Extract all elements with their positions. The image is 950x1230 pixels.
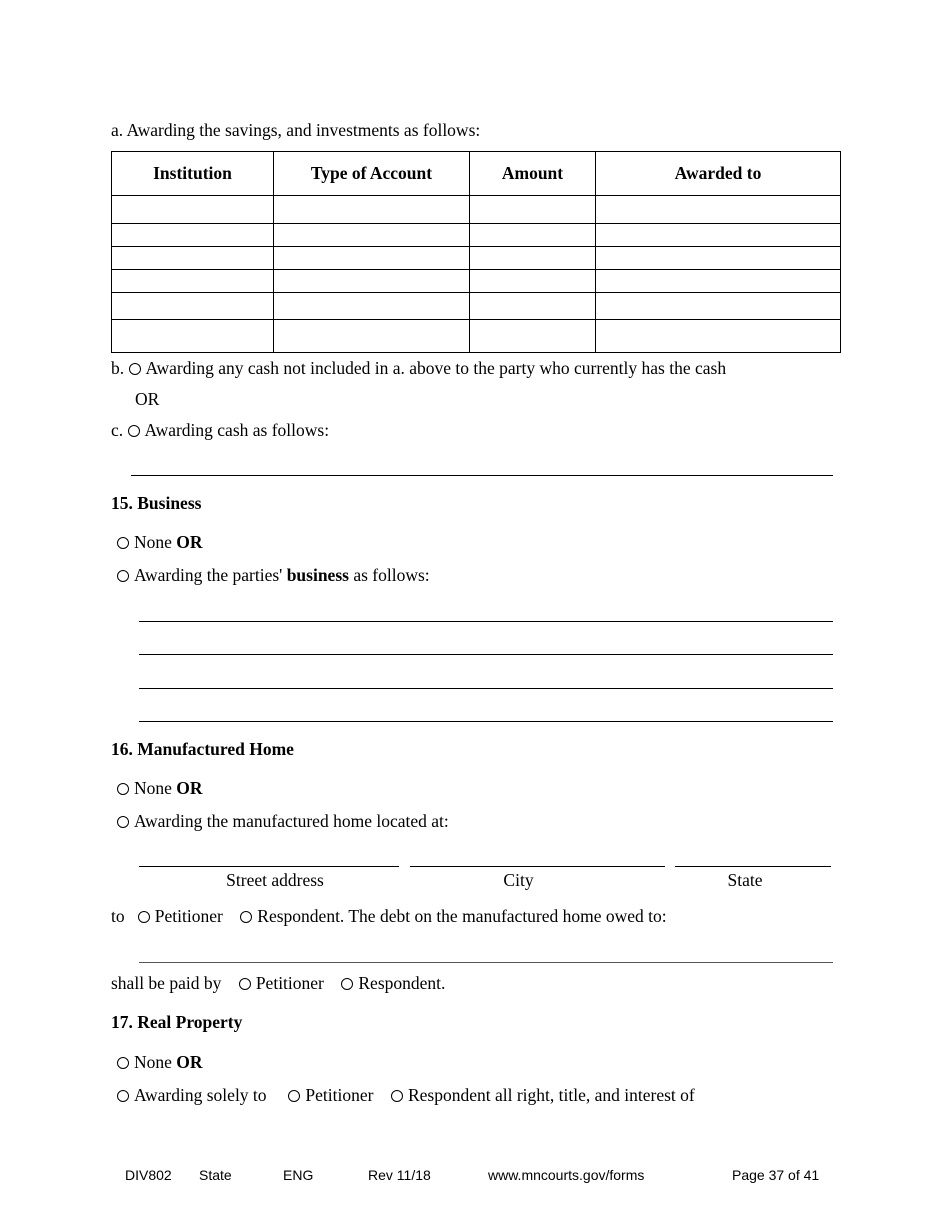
- table-cell-amount[interactable]: [470, 270, 596, 293]
- or-label: OR: [176, 778, 203, 798]
- or-label: OR: [176, 532, 203, 552]
- property-award-radio[interactable]: [117, 1090, 129, 1102]
- column-header-institution: Institution: [112, 152, 274, 196]
- paid-by-label: shall be paid by: [111, 973, 222, 993]
- table-cell-account-type[interactable]: [274, 320, 470, 353]
- manufactured-home-heading: 16. Manufactured Home: [111, 739, 294, 759]
- table-cell-institution[interactable]: [112, 270, 274, 293]
- table-cell-amount[interactable]: [470, 320, 596, 353]
- city-label: City: [503, 870, 534, 890]
- property-respondent-radio[interactable]: [391, 1090, 403, 1102]
- option-b-row: [111, 358, 726, 379]
- table-cell-institution[interactable]: [112, 320, 274, 353]
- street-address-label: Street address: [226, 870, 324, 890]
- business-award-row: [117, 565, 430, 586]
- award-solely-label: Awarding solely to: [134, 1085, 267, 1105]
- none-label: None: [134, 1052, 172, 1072]
- city-line[interactable]: [410, 866, 665, 867]
- table-row: [112, 293, 841, 320]
- creditor-line[interactable]: [139, 962, 833, 963]
- column-header-amount: Amount: [470, 152, 596, 196]
- petitioner-label: Petitioner: [255, 973, 324, 993]
- business-details-line[interactable]: [139, 721, 833, 722]
- real-property-heading: 17. Real Property: [111, 1012, 243, 1032]
- table-cell-account-type[interactable]: [274, 247, 470, 270]
- table-cell-institution[interactable]: [112, 196, 274, 224]
- home-respondent-radio[interactable]: [240, 911, 252, 923]
- table-row: [112, 224, 841, 247]
- table-cell-institution[interactable]: [112, 224, 274, 247]
- home-award-label: Awarding the manufactured home located at:: [134, 811, 449, 831]
- table-cell-awarded-to[interactable]: [596, 196, 841, 224]
- petitioner-label: Petitioner: [305, 1085, 374, 1105]
- paid-by-respondent-radio[interactable]: [341, 978, 353, 990]
- table-cell-awarded-to[interactable]: [596, 320, 841, 353]
- home-none-radio[interactable]: [117, 783, 129, 795]
- property-none-radio[interactable]: [117, 1057, 129, 1069]
- paid-by-petitioner-radio[interactable]: [239, 978, 251, 990]
- none-label: None: [134, 532, 172, 552]
- business-details-line[interactable]: [139, 654, 833, 655]
- option-b-prefix: b.: [111, 358, 125, 378]
- table-row: [112, 196, 841, 224]
- paid-by-row: [111, 973, 445, 994]
- option-c-prefix: c.: [111, 420, 124, 440]
- table-cell-awarded-to[interactable]: [596, 270, 841, 293]
- none-label: None: [134, 778, 172, 798]
- table-cell-amount[interactable]: [470, 293, 596, 320]
- footer-revision: Rev 11/18: [368, 1167, 431, 1183]
- business-none-radio[interactable]: [117, 537, 129, 549]
- table-row: [112, 247, 841, 270]
- home-award-radio[interactable]: [117, 816, 129, 828]
- or-separator: OR: [135, 389, 160, 409]
- state-line[interactable]: [675, 866, 831, 867]
- respondent-rights-label: Respondent all right, title, and interest of: [407, 1085, 695, 1105]
- table-cell-institution[interactable]: [112, 247, 274, 270]
- property-petitioner-radio[interactable]: [288, 1090, 300, 1102]
- business-details-line[interactable]: [139, 621, 833, 622]
- award-suffix: as follows:: [353, 565, 430, 585]
- business-details-line[interactable]: [139, 688, 833, 689]
- footer-url[interactable]: www.mncourts.gov/forms: [488, 1167, 645, 1183]
- option-c-label: Awarding cash as follows:: [144, 420, 330, 440]
- award-prefix: Awarding the parties': [134, 565, 283, 585]
- award-business-bold: business: [286, 565, 349, 585]
- home-to-row: [111, 906, 667, 927]
- table-cell-institution[interactable]: [112, 293, 274, 320]
- cash-current-holder-radio[interactable]: [129, 363, 141, 375]
- footer-jurisdiction: State: [199, 1167, 232, 1183]
- cash-as-follows-radio[interactable]: [128, 425, 140, 437]
- or-label: OR: [176, 1052, 203, 1072]
- home-none-row: [117, 778, 203, 799]
- table-cell-account-type[interactable]: [274, 196, 470, 224]
- petitioner-label: Petitioner: [154, 906, 223, 926]
- footer-form-id: DIV802: [125, 1167, 172, 1183]
- table-cell-amount[interactable]: [470, 247, 596, 270]
- option-c-row: [111, 420, 329, 441]
- table-cell-amount[interactable]: [470, 224, 596, 247]
- business-heading: 15. Business: [111, 493, 202, 513]
- cash-details-line[interactable]: [131, 475, 833, 476]
- table-cell-amount[interactable]: [470, 196, 596, 224]
- footer-language: ENG: [283, 1167, 314, 1183]
- table-cell-account-type[interactable]: [274, 270, 470, 293]
- respondent-label: Respondent.: [358, 973, 446, 993]
- table-cell-awarded-to[interactable]: [596, 224, 841, 247]
- state-label: State: [727, 870, 763, 890]
- table-cell-account-type[interactable]: [274, 293, 470, 320]
- home-award-row: [117, 811, 449, 832]
- property-none-row: [117, 1052, 203, 1073]
- column-header-account-type: Type of Account: [274, 152, 470, 196]
- footer-page-number: Page 37 of 41: [732, 1167, 820, 1183]
- to-label: to: [111, 906, 125, 926]
- business-award-radio[interactable]: [117, 570, 129, 582]
- option-b-label: Awarding any cash not included in a. above to the party who currently has the cash: [145, 358, 727, 378]
- table-cell-awarded-to[interactable]: [596, 247, 841, 270]
- table-cell-account-type[interactable]: [274, 224, 470, 247]
- respondent-debt-label: Respondent. The debt on the manufactured home owed to:: [257, 906, 667, 926]
- savings-table: [111, 151, 841, 353]
- savings-instruction: a. Awarding the savings, and investments as follows:: [111, 120, 481, 140]
- street-address-line[interactable]: [139, 866, 399, 867]
- property-award-row: [117, 1085, 695, 1106]
- table-row: [112, 270, 841, 293]
- table-cell-awarded-to[interactable]: [596, 293, 841, 320]
- home-petitioner-radio[interactable]: [138, 911, 150, 923]
- table-row: [112, 320, 841, 353]
- column-header-awarded-to: Awarded to: [596, 152, 841, 196]
- business-none-row: [117, 532, 203, 553]
